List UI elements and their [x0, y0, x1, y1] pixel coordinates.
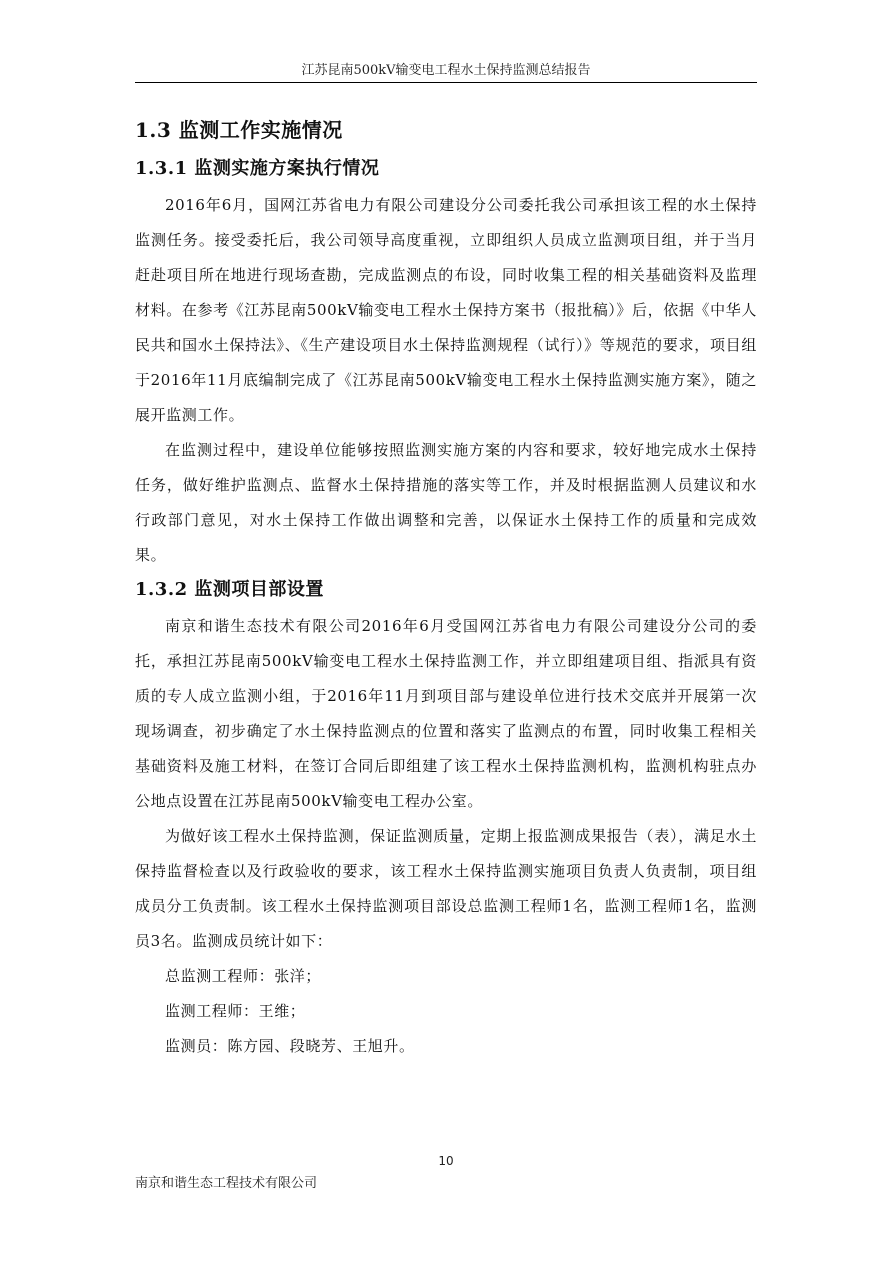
staff-line-chief-engineer: 总监测工程师：张洋；: [165, 967, 322, 985]
paragraph: 南京和谐生态技术有限公司2016年6月受国网江苏省电力有限公司建设分公司的委托，承担江苏昆南500kV输变电工程水土保持监测工作，并立即组建项目组、指派具有资质的专人成立监测小组，于2016年11月到项目部与建设单位进行技术交底并开展第一次现场调查，初步确定了水土保持监测点的位置和落实了监测点的布置，同时收集工程相关基础资料及施工材料，在签订合同后即组建了该工程水土保持监测机构，监测机构驻点办公地点设置在江苏昆南500kV输变电工程办公室。: [135, 617, 757, 810]
section-heading: 1.3 监测工作实施情况: [135, 118, 343, 142]
subsection-heading-1-3-1: 1.3.1 监测实施方案执行情况: [135, 158, 380, 179]
staff-line-engineer: 监测工程师：王维；: [165, 1002, 306, 1020]
paragraph: 在监测过程中，建设单位能够按照监测实施方案的内容和要求，较好地完成水土保持任务，做好维护监测点、监督水土保持措施的落实等工作，并及时根据监测人员建议和水行政部门意见，对水土保持工作做出调整和完善，以保证水土保持工作的质量和完成效果。: [135, 441, 757, 564]
page-number: 10: [438, 1154, 454, 1168]
footer-company: 南京和谐生态工程技术有限公司: [135, 1176, 318, 1191]
paragraph: 为做好该工程水土保持监测，保证监测质量，定期上报监测成果报告（表），满足水土保持监督检查以及行政验收的要求，该工程水土保持监测实施项目负责人负责制，项目组成员分工负责制。该工程水土保持监测项目部设总监测工程师1名，监测工程师1名，监测员3名。监测成员统计如下：: [135, 827, 757, 950]
subsection-heading-1-3-2: 1.3.2 监测项目部设置: [135, 579, 324, 600]
running-header: 江苏昆南500kV输变电工程水土保持监测总结报告: [301, 63, 591, 78]
paragraph: 2016年6月，国网江苏省电力有限公司建设分公司委托我公司承担该工程的水土保持监测任务。接受委托后，我公司领导高度重视，立即组织人员成立监测项目组，并于当月赶赴项目所在地进行现场查勘，完成监测点的布设，同时收集工程的相关基础资料及监理材料。在参考《江苏昆南500kV输变电工程水土保持方案书（报批稿）》后，依据《中华人民共和国水土保持法》、《生产建设项目水土保持监测规程（试行）》等规范的要求，项目组于2016年11月底编制完成了《江苏昆南500kV输变电工程水土保持监测实施方案》，随之展开监测工作。: [135, 196, 757, 424]
page-content: [135, 114, 757, 1064]
staff-line-monitors: 监测员：陈方园、段晓芳、王旭升。: [165, 1037, 415, 1055]
header-divider: [135, 82, 757, 83]
